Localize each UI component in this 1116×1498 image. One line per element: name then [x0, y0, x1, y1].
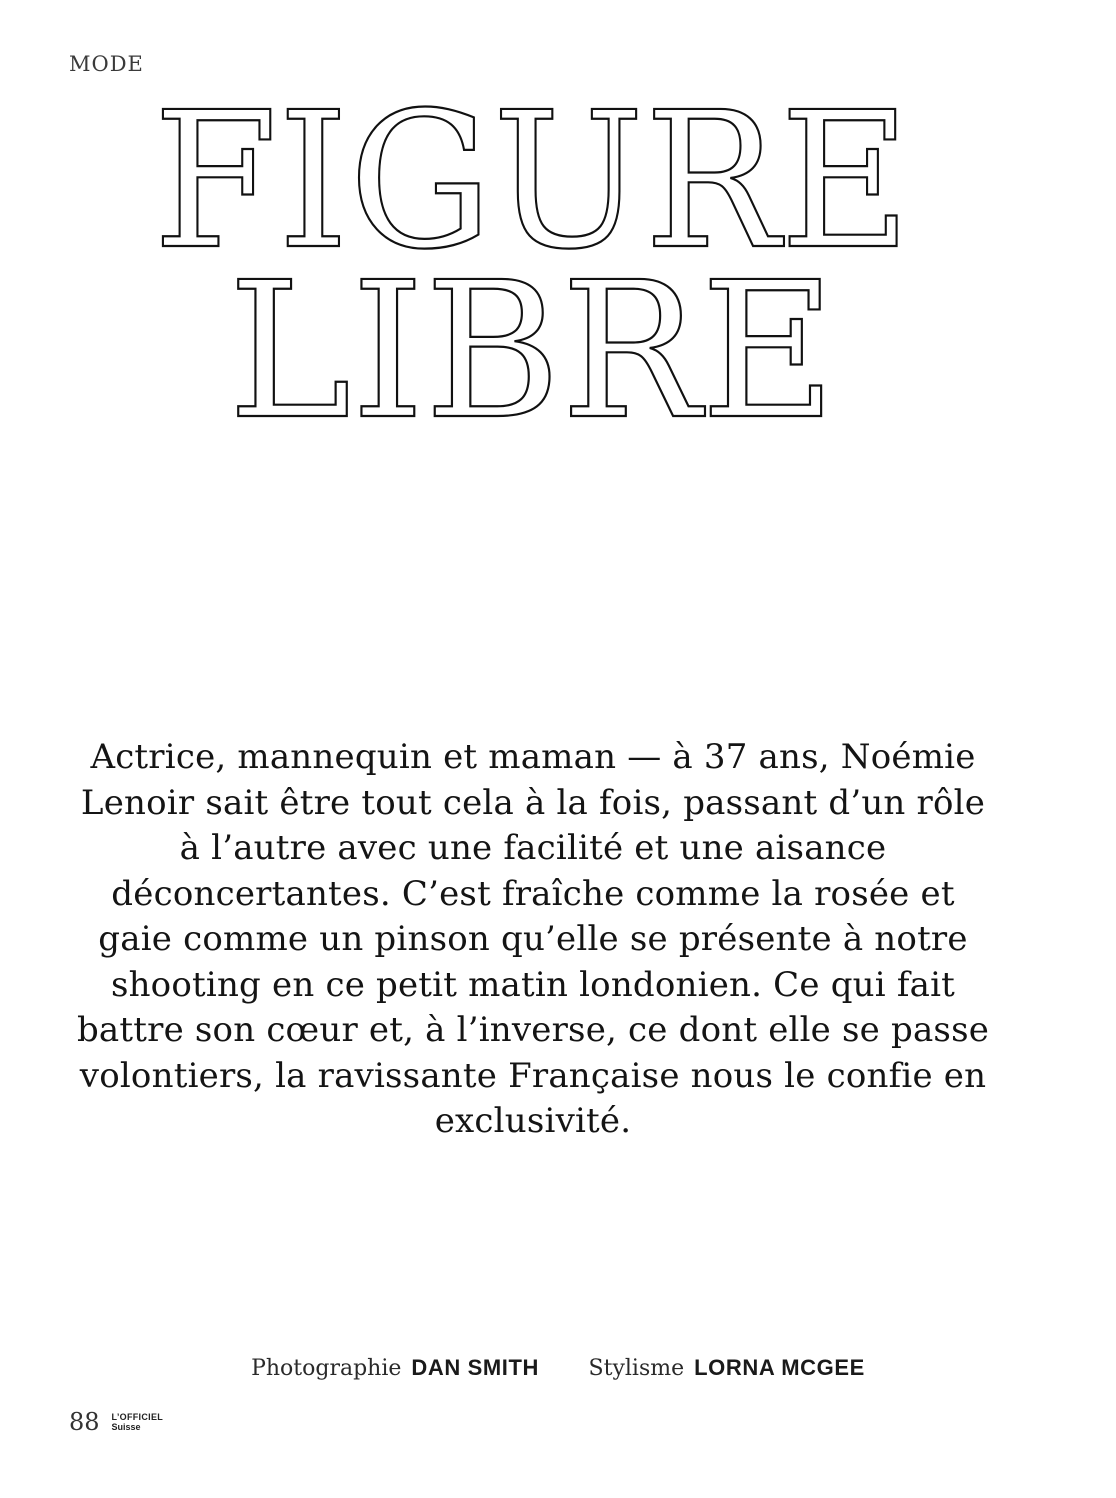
- brand-name: L’OFFICIEL: [111, 1412, 164, 1422]
- intro-paragraph: Actrice, mannequin et maman — à 37 ans, Noémie Lenoir sait être tout cela à la fois, passant d’un rôle à l’autre avec une facilité et une aisance déconcertantes. C’est fraîche comme la rosée et gaie comme un pinson qu’elle se présente à notre shooting en ce petit matin londonien. Ce qui fait battre son cœur et, à l’inverse, ce dont elle se passe volontiers, la ravissante Française nous le confie en exclusivité.: [76, 737, 990, 1141]
- photographer-credit: [251, 1355, 539, 1381]
- brand-edition: Suisse: [111, 1422, 141, 1432]
- stylist-name: LORNA MCGEE: [694, 1355, 865, 1380]
- headline-line-1: FIGURE: [153, 92, 911, 291]
- brand-mark: [112, 1412, 164, 1432]
- stylist-credit: [589, 1355, 865, 1381]
- page-footer: [69, 1408, 163, 1436]
- section-label: MODE: [69, 52, 144, 76]
- credits: [0, 1355, 1116, 1381]
- headline-outline-text: [0, 92, 1116, 432]
- photographer-name: DAN SMITH: [411, 1355, 540, 1380]
- headline: [0, 92, 1116, 432]
- stylist-role: Stylisme: [588, 1356, 685, 1381]
- headline-line-2: LIBRE: [228, 242, 836, 432]
- page-number: 88: [69, 1408, 100, 1436]
- photographer-role: Photographie: [251, 1356, 402, 1381]
